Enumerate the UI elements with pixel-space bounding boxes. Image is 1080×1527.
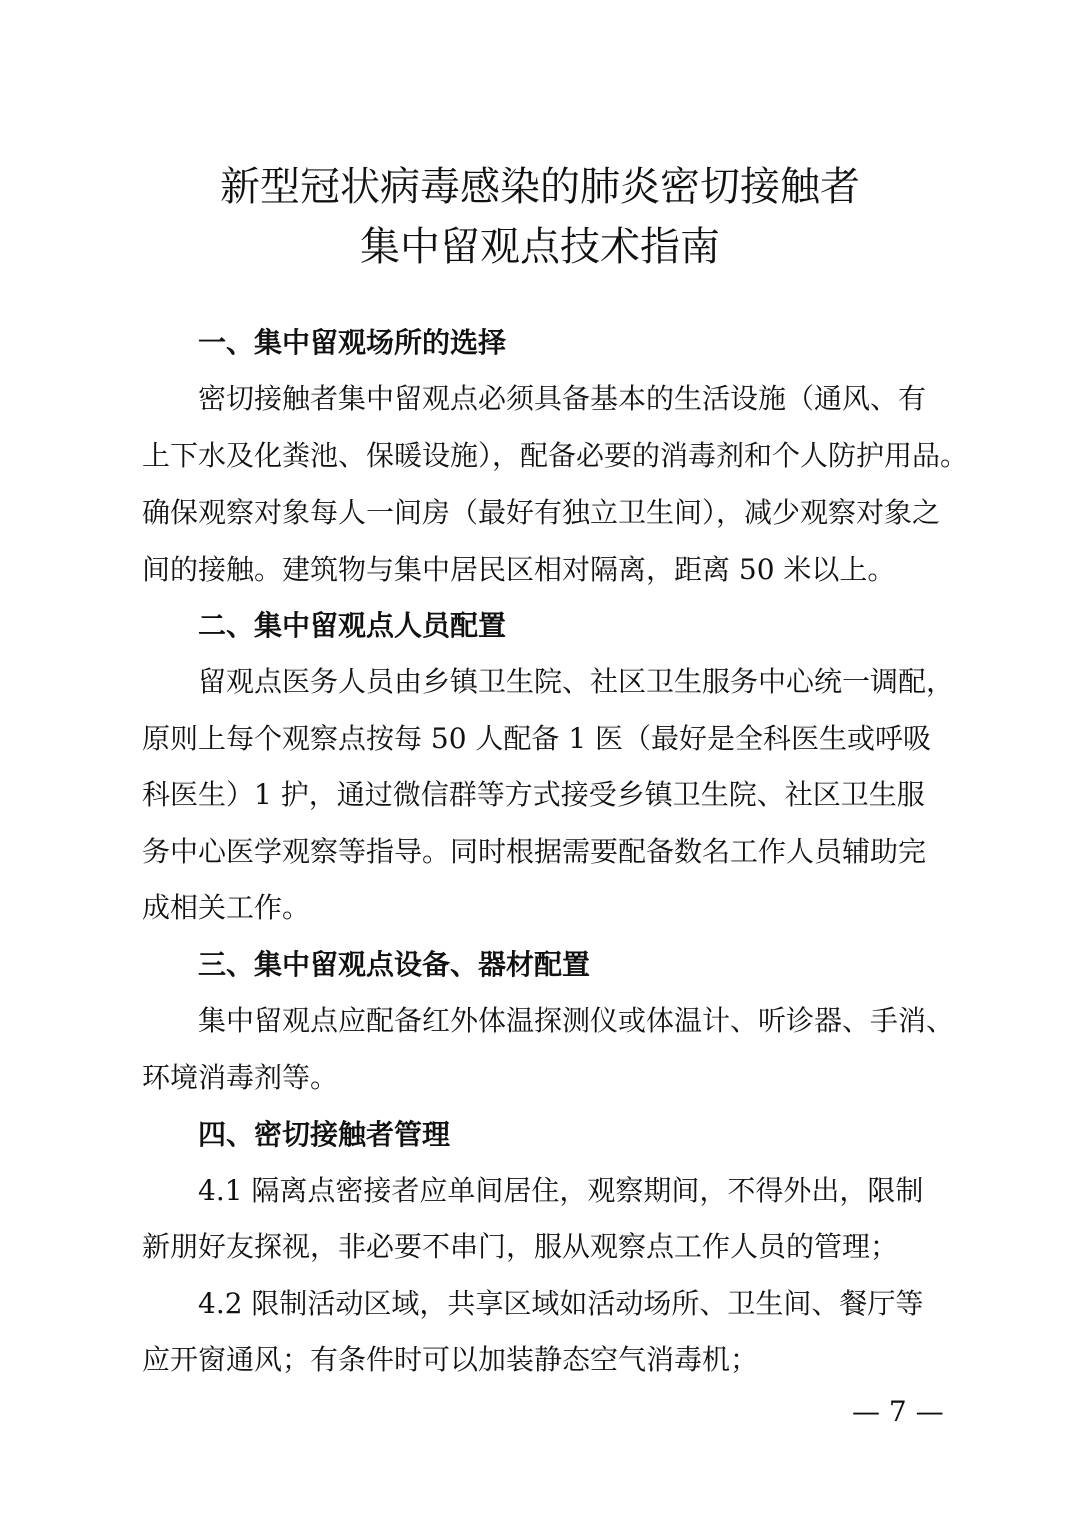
section-4-line-2: 新朋好友探视，非必要不串门，服从观察点工作人员的管理； — [142, 1230, 899, 1263]
section-4-line-4: 应开窗通风；有条件时可以加装静态空气消毒机； — [142, 1343, 759, 1376]
section-2-line-3: 科医生）1 护，通过微信群等方式接受乡镇卫生院、社区卫生服 — [142, 778, 925, 811]
section-2-line-5: 成相关工作。 — [142, 891, 311, 924]
section-heading-1: 一、集中留观场所的选择 — [198, 326, 507, 359]
section-2-line-2: 原则上每个观察点按每 50 人配备 1 医（最好是全科医生或呼吸 — [142, 722, 932, 755]
section-2-line-1: 留观点医务人员由乡镇卫生院、社区卫生服务中心统一调配， — [198, 665, 955, 698]
section-3-line-2: 环境消毒剂等。 — [142, 1061, 339, 1094]
section-4-line-1: 4.1 隔离点密接者应单间居住，观察期间，不得外出，限制 — [198, 1174, 924, 1207]
section-1-line-4: 间的接触。建筑物与集中居民区相对隔离，距离 50 米以上。 — [142, 553, 896, 586]
section-1-line-1: 密切接触者集中留观点必须具备基本的生活设施（通风、有 — [198, 382, 927, 415]
document-title-line-2: 集中留观点技术指南 — [360, 224, 720, 270]
section-1-line-3: 确保观察对象每人一间房（最好有独立卫生间），减少观察对象之 — [142, 496, 941, 529]
section-heading-4: 四、密切接触者管理 — [198, 1118, 451, 1151]
section-1-line-2: 上下水及化粪池、保暖设施），配备必要的消毒剂和个人防护用品。 — [142, 439, 969, 472]
section-4-line-3: 4.2 限制活动区域，共享区域如活动场所、卫生间、餐厅等 — [198, 1287, 924, 1320]
section-2-line-4: 务中心医学观察等指导。同时根据需要配备数名工作人员辅助完 — [142, 835, 927, 868]
document-title-line-1: 新型冠状病毒感染的肺炎密切接触者 — [220, 164, 860, 210]
page-number: — 7 — — [852, 1395, 944, 1428]
section-heading-3: 三、集中留观点设备、器材配置 — [198, 948, 591, 981]
section-heading-2: 二、集中留观点人员配置 — [198, 609, 507, 642]
section-3-line-1: 集中留观点应配备红外体温探测仪或体温计、听诊器、手消、 — [198, 1004, 955, 1037]
